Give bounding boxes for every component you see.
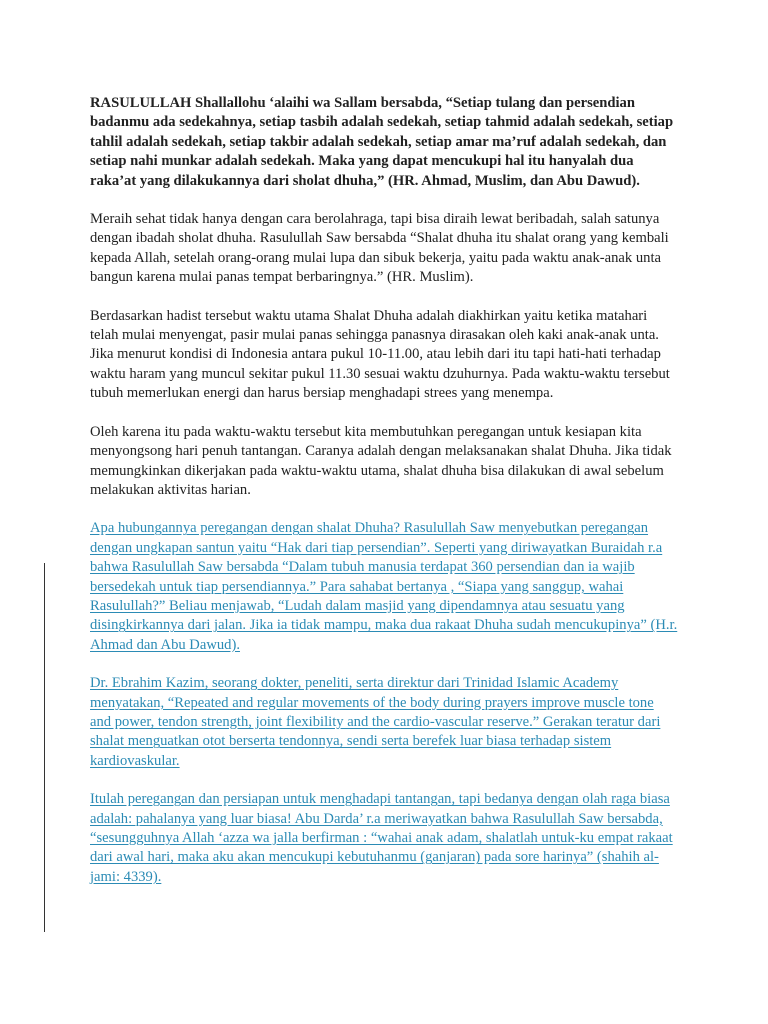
revision-change-bar [44,563,45,932]
dhuha-time-paragraph: Berdasarkan hadist tersebut waktu utama Shalat Dhuha adalah diakhirkan yaitu ketika matahari telah mulai menyengat, pasir mulai panas sehingga panasnya dirasakan oleh kaki anak-anak unta. Jika menurut kondisi di Indonesia antara pukul 10-11.00, atau lebih dari itu tapi hati-hati terhadap waktu haram yang muncul sekitar pukul 11.30 sesuai waktu dzuhurnya. Pada waktu-waktu tersebut tubuh memerlukan energi dan harus bersiap menghadapi strees yang menempa. [90,307,670,402]
document-body [90,94,678,906]
stretching-need-paragraph: Oleh karena itu pada waktu-waktu tersebut kita membutuhkan peregangan untuk kesiapan kita menyongsong hari penuh tantangan. Caranya adalah dengan melaksanakan shalat Dhuha. Jika tidak memungkinkan dikerjakan pada waktu-waktu utama, shalat dhuha bisa dilakukan di awal sebelum melakukan aktivitas harian. [90,423,672,498]
kazim-quote-link-paragraph[interactable]: Dr. Ebrahim Kazim, seorang dokter, peneliti, serta direktur dari Trinidad Islamic Academy menyatakan, “Repeated and regular movements of the body during prayers improve muscle tone and power, tendon strength, joint flexibility and the cardio-vascular reserve.” Gerakan teratur dari shalat menguatkan otot berserta tendonnya, sendi serta berefek luar biasa terhadap sistem kardiovaskular. [90,675,661,769]
hadith-opening-paragraph: RASULULLAH Shallallohu ‘alaihi wa Sallam bersabda, “Setiap tulang dan persendian badanmu ada sedekahnya, setiap tasbih adalah sedekah, setiap tahmid adalah sedekah, setiap tahlil adalah sedekah, setiap takbir adalah sedekah, setiap amar ma’ruf adalah sedekah, dan setiap nahi munkar adalah sedekah. Maka yang dapat mencukupi hal itu hanyalah dua raka’at yang dilakukannya dari sholat dhuha,” (HR. Ahmad, Muslim, dan Abu Dawud). [90,95,674,189]
reward-link-paragraph[interactable]: Itulah peregangan dan persiapan untuk menghadapi tantangan, tapi bedanya dengan olah raga biasa adalah: pahalanya yang luar biasa! Abu Darda’ r.a meriwayatkan bahwa Rasulullah Saw bersabda, “sesungguhnya Allah ‘azza wa jalla berfirman : “wahai anak adam, shalatlah untuk-ku empat rakaat dari awal hari, maka aku akan mencukupi kebutuhanmu (ganjaran) pada sore harinya” (shahih al-jami: 4339). [90,791,673,885]
joint-charity-link-paragraph[interactable]: Apa hubungannya peregangan dengan shalat Dhuha? Rasulullah Saw menyebutkan peregangan dengan ungkapan santun yaitu “Hak dari tiap persendian”. Seperti yang diriwayatkan Buraidah r.a bahwa Rasulullah Saw bersabda “Dalam tubuh manusia terdapat 360 persendian dan ia wajib bersedekah untuk tiap persendiannya.” Para sahabat bertanya , “Siapa yang sanggup, wahai Rasulullah?” Beliau menjawab, “Ludah dalam masjid yang dipendamnya atau sesuatu yang disingkirkannya dari jalan. Jika ia tidak mampu, maka dua rakaat Dhuha sudah mencukupinya” (H.r. Ahmad dan Abu Dawud). [90,520,678,653]
health-intro-paragraph: Meraih sehat tidak hanya dengan cara berolahraga, tapi bisa diraih lewat beribadah, salah satunya dengan ibadah sholat dhuha. Rasulullah Saw bersabda “Shalat dhuha itu shalat orang yang kembali kepada Allah, setelah orang-orang mulai lupa dan sibuk bekerja, yaitu pada waktu anak-anak unta bangun karena mulai panas tempat berbaringnya.” (HR. Muslim). [90,211,669,286]
